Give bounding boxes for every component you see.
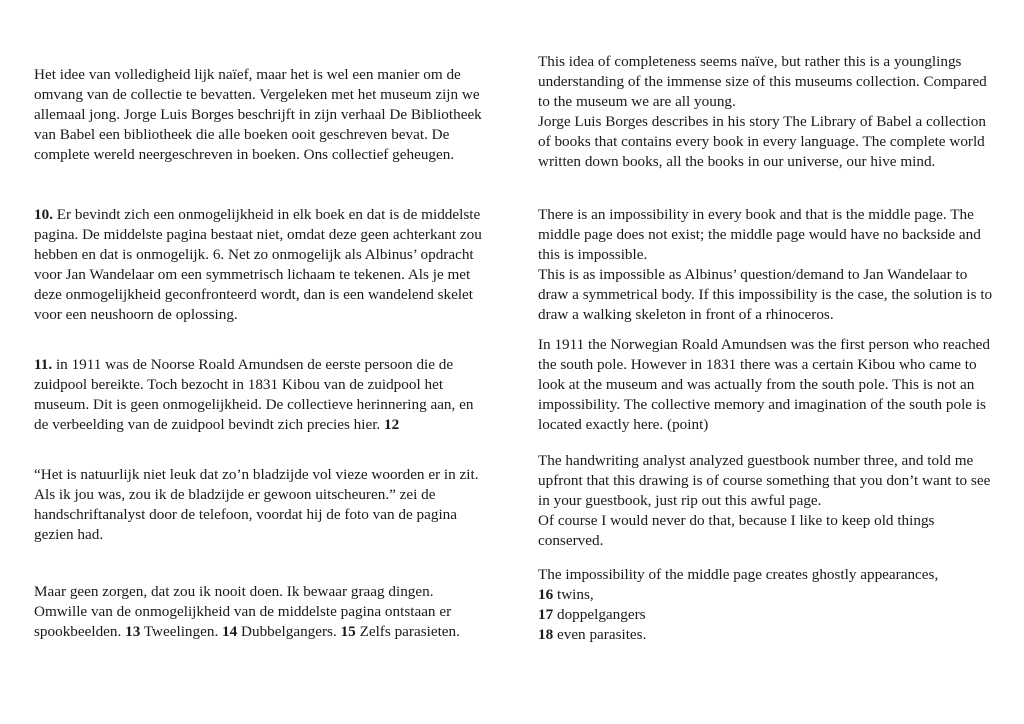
section-number: 14 — [222, 623, 238, 640]
item-number: 17 — [538, 606, 554, 623]
paragraph-11-nl — [34, 355, 484, 435]
paragraph-south-pole-en — [538, 335, 998, 435]
item-text: even parasites. — [553, 626, 647, 643]
paragraph-ghosts-en — [538, 565, 998, 645]
list-item — [538, 586, 594, 603]
paragraph-text: Jorge Luis Borges describes in his story The Library of Babel a collection of books that contains every book in every language. The complete world written down books, all the books in our universe, our hive mind. — [538, 113, 986, 170]
paragraph-text: Maar geen zorgen, dat zou ik nooit doen. Ik bewaar graag dingen. Omwille van de onmogelijkheid van de middelste pagina ontstaan er spookbeelden. — [34, 583, 452, 640]
paragraph-text: Er bevindt zich een onmogelijkheid in elk boek en dat is de middelste pagina. De middelste pagina bestaat niet, omdat deze geen achterkant zou hebben en dat is onmogelijk. 6. Net zo onmogelijk als Albinus’ opdracht voor Jan Wandelaar om een symmetrisch lichaam te tekenen. Als je met deze onmogelijkheid geconfronteerd wordt, dan is een wandelend skelet voor een neushoorn de oplossing. — [34, 206, 482, 323]
section-number: 10. — [34, 206, 53, 223]
paragraph-text: The handwriting analyst analyzed guestbook number three, and told me upfront that this drawing is of course something that you don’t want to see in your guestbook, just rip out this awful page. — [538, 452, 991, 509]
section-number: 11. — [34, 356, 53, 373]
item-text: doppelgangers — [553, 606, 646, 623]
paragraph-completeness-nl — [34, 65, 484, 165]
paragraph-text: “Het is natuurlijk niet leuk dat zo’n bladzijde vol vieze woorden er in zit. Als ik jou was, zou ik de bladzijde er gewoon uitscheuren.” zei de handschriftanalyst door de telefoon, voordat hij de foto van de pagina gezien had. — [34, 466, 479, 543]
paragraph-text: This idea of completeness seems naïve, but rather this is a younglings understanding of the immense size of this museums collection. Compared to the museum we are all young. — [538, 53, 987, 110]
paragraph-text: This is as impossible as Albinus’ question/demand to Jan Wandelaar to draw a symmetrical body. If this impossibility is the case, the solution is to draw a walking skeleton in front of a rhinoceros. — [538, 266, 993, 323]
section-number: 15 — [340, 623, 356, 640]
section-number: 13 — [125, 623, 141, 640]
item-number: 18 — [538, 626, 554, 643]
list-item — [538, 606, 646, 623]
paragraph-ghosts-nl — [34, 582, 484, 642]
paragraph-text: Of course I would never do that, because I like to keep old things conserved. — [538, 512, 935, 549]
paragraph-text: Het idee van volledigheid lijk naïef, maar het is wel een manier om de omvang van de collectie te bevatten. Vergeleken met het museum zijn we allemaal jong. Jorge Luis Borges beschrijft in zijn verhaal De Bibliotheek van Babel een bibliotheek die alle boeken ooit geschreven bevat. De complete wereld neergeschreven in boeken. Ons collectief geheugen. — [34, 66, 482, 163]
paragraph-handwriting-en — [538, 451, 998, 551]
section-number: 12 — [384, 416, 400, 433]
paragraph-text: in 1911 was de Noorse Roald Amundsen de eerste persoon die de zuidpool bereikte. Toch bezocht in 1831 Kibou van de zuidpool het museum. Dit is geen onmogelijkheid. De collectieve herinnering aan, en de verbeelding van de zuidpool bevindt zich precies hier. — [34, 356, 474, 433]
paragraph-quote-nl — [34, 465, 484, 545]
list-text: Tweelingen. — [140, 623, 219, 640]
list-text: Zelfs parasieten. — [355, 623, 460, 640]
paragraph-10-nl — [34, 205, 484, 325]
list-item — [538, 626, 646, 643]
item-text: twins, — [553, 586, 594, 603]
paragraph-completeness-en — [538, 52, 998, 172]
paragraph-text: The impossibility of the middle page creates ghostly appearances, — [538, 566, 939, 583]
paragraph-text: There is an impossibility in every book and that is the middle page. The middle page does not exist; the middle page would have no backside and this is impossible. — [538, 206, 981, 263]
list-text: Dubbelgangers. — [237, 623, 337, 640]
paragraph-middle-page-en — [538, 205, 998, 325]
paragraph-text: In 1911 the Norwegian Roald Amundsen was the first person who reached the south pole. However in 1831 there was a certain Kibou who came to look at the museum and was actually from the south pole. This is not an impossibility. The collective memory and imagination of the south pole is located exactly here. (point) — [538, 336, 990, 433]
item-number: 16 — [538, 586, 554, 603]
